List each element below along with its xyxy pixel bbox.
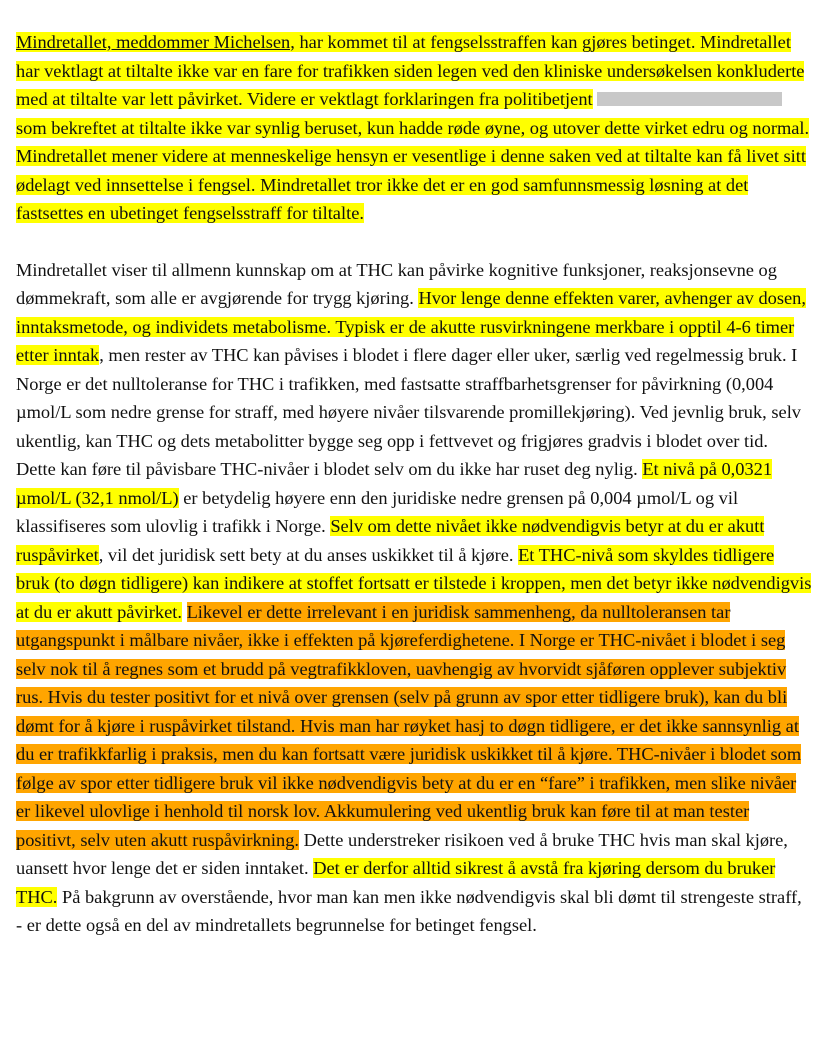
body-text: , men rester av THC kan påvises i blodet i flere dager eller uker, særlig ved regelmessig bruk. I Norge er det nulltoleranse for THC i trafikken, med fastsatte straffbarhetsgrenser for påvirkning (0,004 µmol/L som nedre grense for straff, med høyere nivåer tilsvarende promillekjøring). Ved jevnlig bruk, selv ukentlig, kan THC og dets metabolitter bygge seg opp i fettvevet og frigjøres gradvis i blodet over tid. Dette kan føre til påvisbare THC-nivåer i blodet selv om du ikke har ruset deg nylig. <box>16 345 802 479</box>
highlighted-text-orange: Likevel er dette irrelevant i en juridisk sammenheng, da nulltoleransen tar utgangspunkt i målbare nivåer, ikke i effekten på kjøreferdighetene. I Norge er THC-nivået i blodet i seg selv nok til å regnes som et brudd på vegtrafikkloven, uavhengig av hvorvidt sjåføren opplever subjektiv rus. Hvis du tester positivt for et nivå over grensen (selv på grunn av spor etter tidligere bruk), kan du bli dømt for å kjøre i ruspåvirket tilstand. Hvis man har røyket hasj to døgn tidligere, er det ikke sannsynlig at du er trafikkfarlig i praksis, men du kan fortsatt være juridisk uskikket til å kjøre. THC-nivåer i blodet som følge av spor etter tidligere bruk vil ikke nødvendigvis bety at du er en “fare” i trafikken, men slike nivåer er likevel ulovlige i henhold til norsk lov. Akkumulering ved ukentlig bruk kan føre til at man tester positivt, selv uten akutt ruspåvirkning. <box>16 601 802 850</box>
highlighted-text-yellow: Hvor lenge denne effekten varer, avhenger av dosen, inntaksmetode, og individets metabolisme. Typisk er de akutte rusvirkningene merkbare i opptil 4-6 timer etter inntak <box>16 288 806 365</box>
highlighted-text-yellow: Mindretallet, meddommer Michelsen <box>16 32 291 52</box>
document-page <box>16 28 812 940</box>
paragraph-thc-discussion <box>16 256 812 940</box>
highlighted-text-yellow: Et THC-nivå som skyldes tidligere bruk (to døgn tidligere) kan indikere at stoffet fortsatt er tilstede i kroppen, men det betyr ikke nødvendigvis at du er akutt påvirket. <box>16 544 812 622</box>
body-text: Dette understreker risikoen ved å bruke THC hvis man skal kjøre, uansett hvor lenge det er siden inntaket. <box>16 829 788 878</box>
body-text: er betydelig høyere enn den juridiske nedre grensen på 0,004 µmol/L og vil klassifiseres som ulovlig i trafikk i Norge. <box>16 487 739 536</box>
highlighted-text-yellow: Selv om dette nivået ikke nødvendigvis betyr at du er akutt ruspåvirket <box>16 516 765 565</box>
highlighted-text-yellow: som bekreftet at tiltalte ikke var synlig beruset, kun hadde røde øyne, og utover dette virket edru og normal. Mindretallet mener videre at menneskelige hensyn er vesentlige i denne saken ved at tiltalte kan få livet sitt ødelagt ved innsettelse i fengsel. Mindretallet tror ikke det er en god samfunnsmessig løsning at det fastsettes en ubetinget fengselsstraff for tiltalte. <box>16 117 810 223</box>
highlighted-text-yellow: Et nivå på 0,0321 µmol/L (32,1 nmol/L) <box>16 459 773 508</box>
body-text: , vil det juridisk sett bety at du anses uskikket til å kjøre. <box>98 544 519 565</box>
redaction-block <box>597 92 782 106</box>
body-text: På bakgrunn av overstående, hvor man kan men ikke nødvendigvis skal bli dømt til strengeste straff, - er dette også en del av mindretallets begrunnelse for betinget fengsel. <box>16 886 802 935</box>
paragraph-minority-reasoning <box>16 28 812 228</box>
highlighted-text-yellow: Det er derfor alltid sikrest å avstå fra kjøring dersom du bruker THC. <box>16 858 776 907</box>
body-text <box>182 602 187 622</box>
highlighted-text-yellow: , har kommet til at fengselsstraffen kan gjøres betinget. Mindretallet har vektlagt at tiltalte ikke var en fare for trafikken siden legen ved den kliniske undersøkelsen konkluderte med at tiltalte var lett påvirket. Videre er vektlagt forklaringen fra politibetjent <box>16 32 805 109</box>
body-text: Mindretallet viser til allmenn kunnskap om at THC kan påvirke kognitive funksjoner, reaksjonsevne og dømmekraft, som alle er avgjørende for trygg kjøring. <box>16 259 777 308</box>
